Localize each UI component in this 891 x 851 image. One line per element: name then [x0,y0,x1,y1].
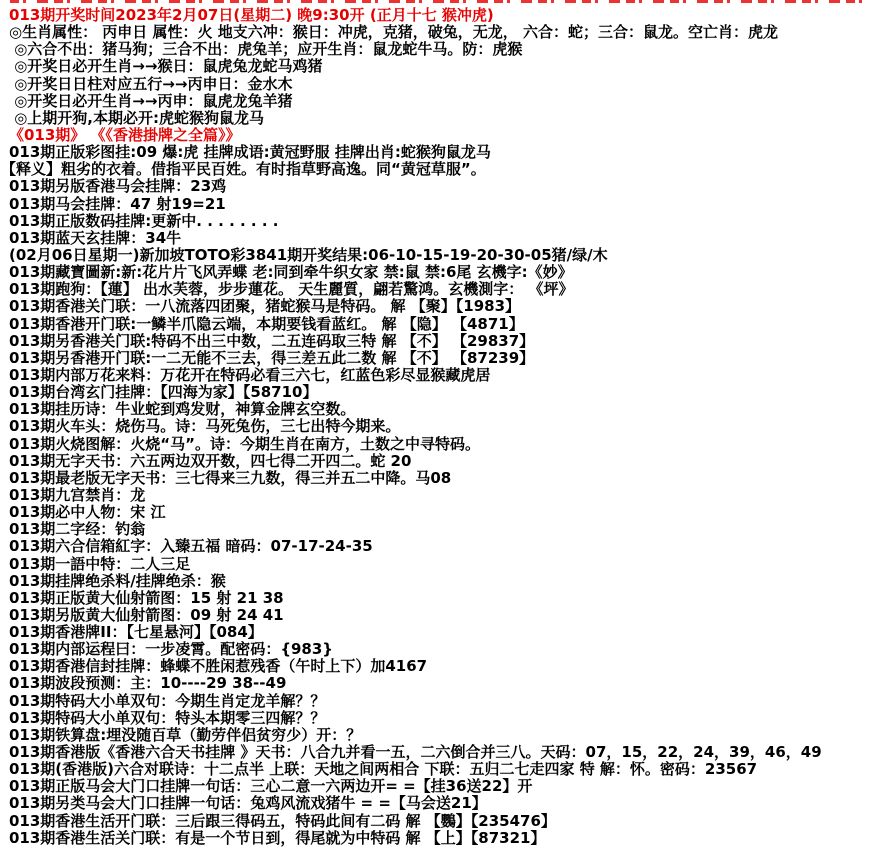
text-line-44: 013期香港版《香港六合天书挂牌 》天书：八合九并看一五，二六倒合并三八。天码：07，15，22，24，39，46，49 [9,743,822,762]
text-line-12: 013期马会挂牌：47 射19=21 [9,194,226,213]
text-line-10: 【释义】粗劣的衣着。借指平民百姓。有时指草野高逸。同“黄冠草服”。 [1,160,486,179]
text-line-2: ◎生肖属性： 丙申日 属性：火 地支六冲：猴日：冲虎，克猪，破兔，无龙， 六合：蛇；三合：鼠龙。空亡肖：虎龙 [9,23,778,42]
text-line-42: 013期特码大小单双句：特头本期零三四解？？ [9,708,326,727]
text-line-11: 013期另版香港马会挂牌：23鸡 [9,177,227,196]
text-line-48: 013期香港生活开门联：三后跟三得码五，特码此间有二码 解 【鸚】【235476】 [9,811,556,830]
text-line-20: 013期另香港关门联:特码不出三中数，二五连码取三特 解 【不】 【29837】 [9,331,535,350]
text-line-27: 013期无字天书：六五两边双开数，四七得二开四二。蛇 20 [9,451,412,470]
text-line-16: 013期藏寶圖新:新:花片片飞风弄蝶 老:同到牵牛织女家 禁:鼠 禁:6尾 玄機字:《妙》 [9,263,573,282]
text-line-17: 013期跑狗：【蓮】 出水芙蓉，步步蓮花。 天生麗質，翩若驚鸿。玄機測字： 《坪》 [9,280,574,299]
text-line-35: 013期正版黄大仙射箭图：15 射 21 38 [9,588,284,607]
text-line-29: 013期九宫禁肖：龙 [9,485,146,504]
text-line-41: 013期特码大小单双句：今期生肖定龙羊解？？ [9,691,326,710]
text-line-40: 013期波段预测：主：10----29 38--49 [9,674,287,693]
text-line-21: 013期另香港开门联:一二无能不三去，得三差五此二数 解 【不】 【87239】 [9,348,535,367]
text-line-7: ◎上期开狗,本期必开:虎蛇猴狗鼠龙马 [9,108,265,127]
text-line-15: (02月06日星期一)新加坡TOTO彩3841期开奖结果:06-10-15-19-20-30-05猪/绿/木 [9,245,608,264]
lottery-text-list [0,5,891,847]
text-line-22: 013期内部万花来料：万花开在特码必看三六七，红蓝色彩尽显猴藏虎居 [9,365,491,384]
text-line-5: ◎开奖日日柱对应五行→→丙申日：金水木 [9,74,293,93]
text-line-23: 013期台湾玄门挂牌：【四海为家】【58710】 [9,383,318,402]
text-line-47: 013期另类马会大门口挂牌一句话：兔鸡风流戏猪牛 = =【马会送21】 [9,794,487,813]
text-line-4: ◎开奖日必开生肖→→猴日：鼠虎兔龙蛇马鸡猪 [9,57,323,76]
text-line-24: 013期挂历诗：牛业蛇到鸡发财，神算金牌玄空数。 [9,400,356,419]
text-line-49: 013期香港生活关门联：有是一个节日到，得尾就为中特码 解 【上】【87321】 [9,828,546,847]
text-line-31: 013期二字经：钓翁 [9,520,146,539]
text-line-25: 013期火车头：烧伤马。诗：马死兔伤，三七出特今期来。 [9,417,401,436]
text-line-46: 013期正版马会大门口挂牌一句话：三心二意一六两边开= =【挂36送22】开 [9,777,533,796]
text-line-3: ◎六合不出：猪马狗；三合不出：虎兔羊；应开生肖：鼠龙蛇牛马。防：虎猴 [9,40,523,59]
text-line-45: 013期(香港版)六合对联诗：十二点半 上联：天地之间两相合 下联：五归二七走四家 特 解：怀。密码：23567 [9,760,758,779]
text-line-36: 013期另版黄大仙射箭图：09 射 24 41 [9,605,284,624]
text-line-1: 013期开奖时间2023年2月07日(星期二) 晚9:30开 (正月十七 猴冲虎) [9,6,494,24]
text-line-30: 013期必中人物：宋 江 [9,503,166,522]
text-line-6: ◎开奖日必开生肖→→丙申：鼠虎龙兔羊猪 [9,91,293,110]
text-line-37: 013期香港牌II：【七星悬河】【084】 [9,623,263,642]
text-line-9: 013期正版彩图挂:09 爆:虎 挂牌成语:黄冠野服 挂牌出肖:蛇猴狗鼠龙马 [9,143,491,162]
text-line-34: 013期挂牌绝杀料/挂牌绝杀：猴 [9,571,226,590]
text-line-26: 013期火烧图解：火烧“马”。诗：今期生肖在南方，土数之中寻特码。 [9,434,481,453]
text-line-39: 013期香港信封挂牌：蜂蝶不胜闲惹残香（午时上下）加4167 [9,657,428,676]
cut-off-text-top [10,0,872,3]
text-line-33: 013期一語中特：二人三足 [9,554,191,573]
text-line-28: 013期最老版无字天书：三七得来三九数，得三并五二中降。马08 [9,468,452,487]
text-line-13: 013期正版数码挂牌:更新中. . . . . . . . [9,211,279,230]
text-line-19: 013期香港开门联:一鳞半爪隐云端，本期要钱看蓝红。 解 【隐】 【4871】 [9,314,524,333]
text-line-18: 013期香港关门联：一八流落四团聚，猪蛇猴马是特码。 解 【聚】【1983】 [9,297,521,316]
text-line-14: 013期蓝天玄挂牌：34牛 [9,228,182,247]
text-line-32: 013期六合信箱紅字：入臻五福 暗码：07-17-24-35 [9,537,373,556]
text-line-38: 013期内部运程曰：一步凌霄。配密码：{983} [9,640,333,659]
text-line-8: 《013期》 《《香港掛牌之全篇》》 [9,125,241,144]
text-line-43: 013期铁算盘:埋没随百草（勤劳伴侣贫穷少）开：？ [9,725,362,744]
